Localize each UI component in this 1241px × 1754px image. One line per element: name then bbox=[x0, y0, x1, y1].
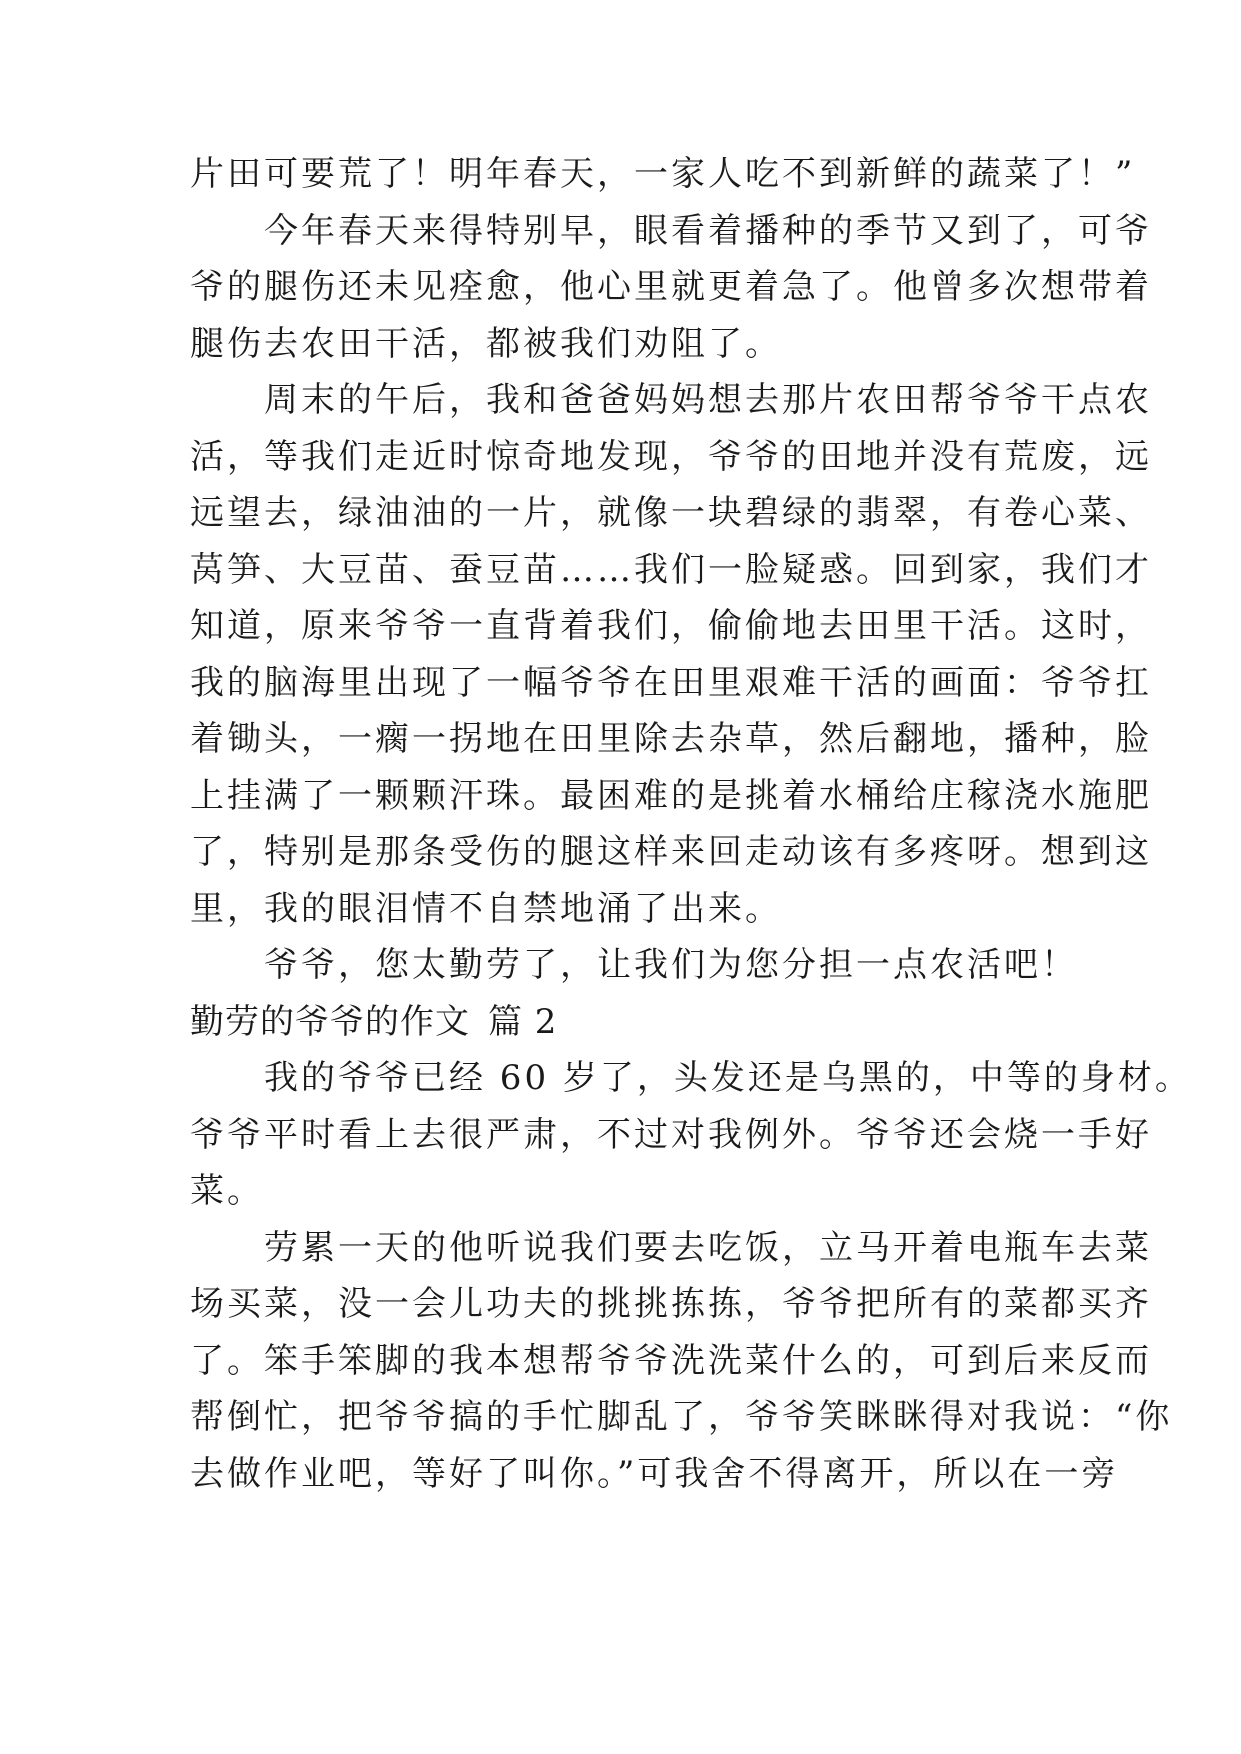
text-line: 片田可要荒了！明年春天，一家人吃不到新鲜的蔬菜了！” bbox=[190, 154, 1136, 194]
text-line: 爷爷平时看上去很严肃，不过对我例外。爷爷还会烧一手好 bbox=[190, 1114, 1152, 1155]
section-heading bbox=[190, 994, 1070, 1051]
text-line: 了。笨手笨脚的我本想帮爷爷洗洗菜什么的，可到后来反而 bbox=[190, 1340, 1152, 1381]
text-line: 上挂满了一颗颗汗珠。最困难的是挑着水桶给庄稼浇水施肥 bbox=[190, 775, 1152, 816]
text-line: 里，我的眼泪情不自禁地涌了出来。 bbox=[190, 888, 782, 929]
text-line: 了，特别是那条受伤的腿这样来回走动该有多疼呀。想到这 bbox=[190, 832, 1152, 872]
heading-part: 篇 2 bbox=[488, 1001, 558, 1042]
essay-body bbox=[190, 146, 1192, 1502]
text-line: 着锄头，一瘸一拐地在田里除去杂草，然后翻地，播种，脸 bbox=[190, 719, 1152, 759]
text-line: 莴笋、大豆苗、蚕豆苗……我们一脸疑惑。回到家，我们才 bbox=[190, 549, 1152, 590]
text-line: 爷的腿伤还未见痊愈，他心里就更着急了。他曾多次想带着 bbox=[190, 267, 1152, 307]
text-line: 我的爷爷已经 60 岁了，头发还是乌黑的，中等的身材。 bbox=[190, 1058, 1192, 1098]
text-line: 知道，原来爷爷一直背着我们，偷偷地去田里干活。这时， bbox=[190, 606, 1152, 646]
text-line: 场买菜，没一会儿功夫的挑挑拣拣，爷爷把所有的菜都买齐 bbox=[190, 1284, 1152, 1324]
text-line: 去做作业吧，等好了叫你。”可我舍不得离开，所以在一旁 bbox=[190, 1453, 1119, 1494]
text-line: 远望去，绿油油的一片，就像一块碧绿的翡翠，有卷心菜、 bbox=[190, 493, 1152, 533]
heading-title: 勤劳的爷爷的作文 bbox=[190, 1001, 470, 1042]
text-line: 今年春天来得特别早，眼看着播种的季节又到了，可爷 bbox=[190, 210, 1152, 251]
text-line: 劳累一天的他听说我们要去吃饭，立马开着电瓶车去菜 bbox=[190, 1227, 1152, 1268]
text-line: 我的脑海里出现了一幅爷爷在田里艰难干活的画面：爷爷扛 bbox=[190, 662, 1152, 703]
text-line: 活，等我们走近时惊奇地发现，爷爷的田地并没有荒废，远 bbox=[190, 436, 1152, 477]
text-line: 帮倒忙，把爷爷搞的手忙脚乱了，爷爷笑眯眯得对我说：“你 bbox=[190, 1397, 1173, 1437]
text-line: 菜。 bbox=[190, 1171, 264, 1211]
text-line: 腿伤去农田干活，都被我们劝阻了。 bbox=[190, 323, 782, 364]
text-line: 爷爷，您太勤劳了，让我们为您分担一点农活吧！ bbox=[190, 945, 1078, 985]
text-line: 周末的午后，我和爸爸妈妈想去那片农田帮爷爷干点农 bbox=[190, 380, 1152, 420]
